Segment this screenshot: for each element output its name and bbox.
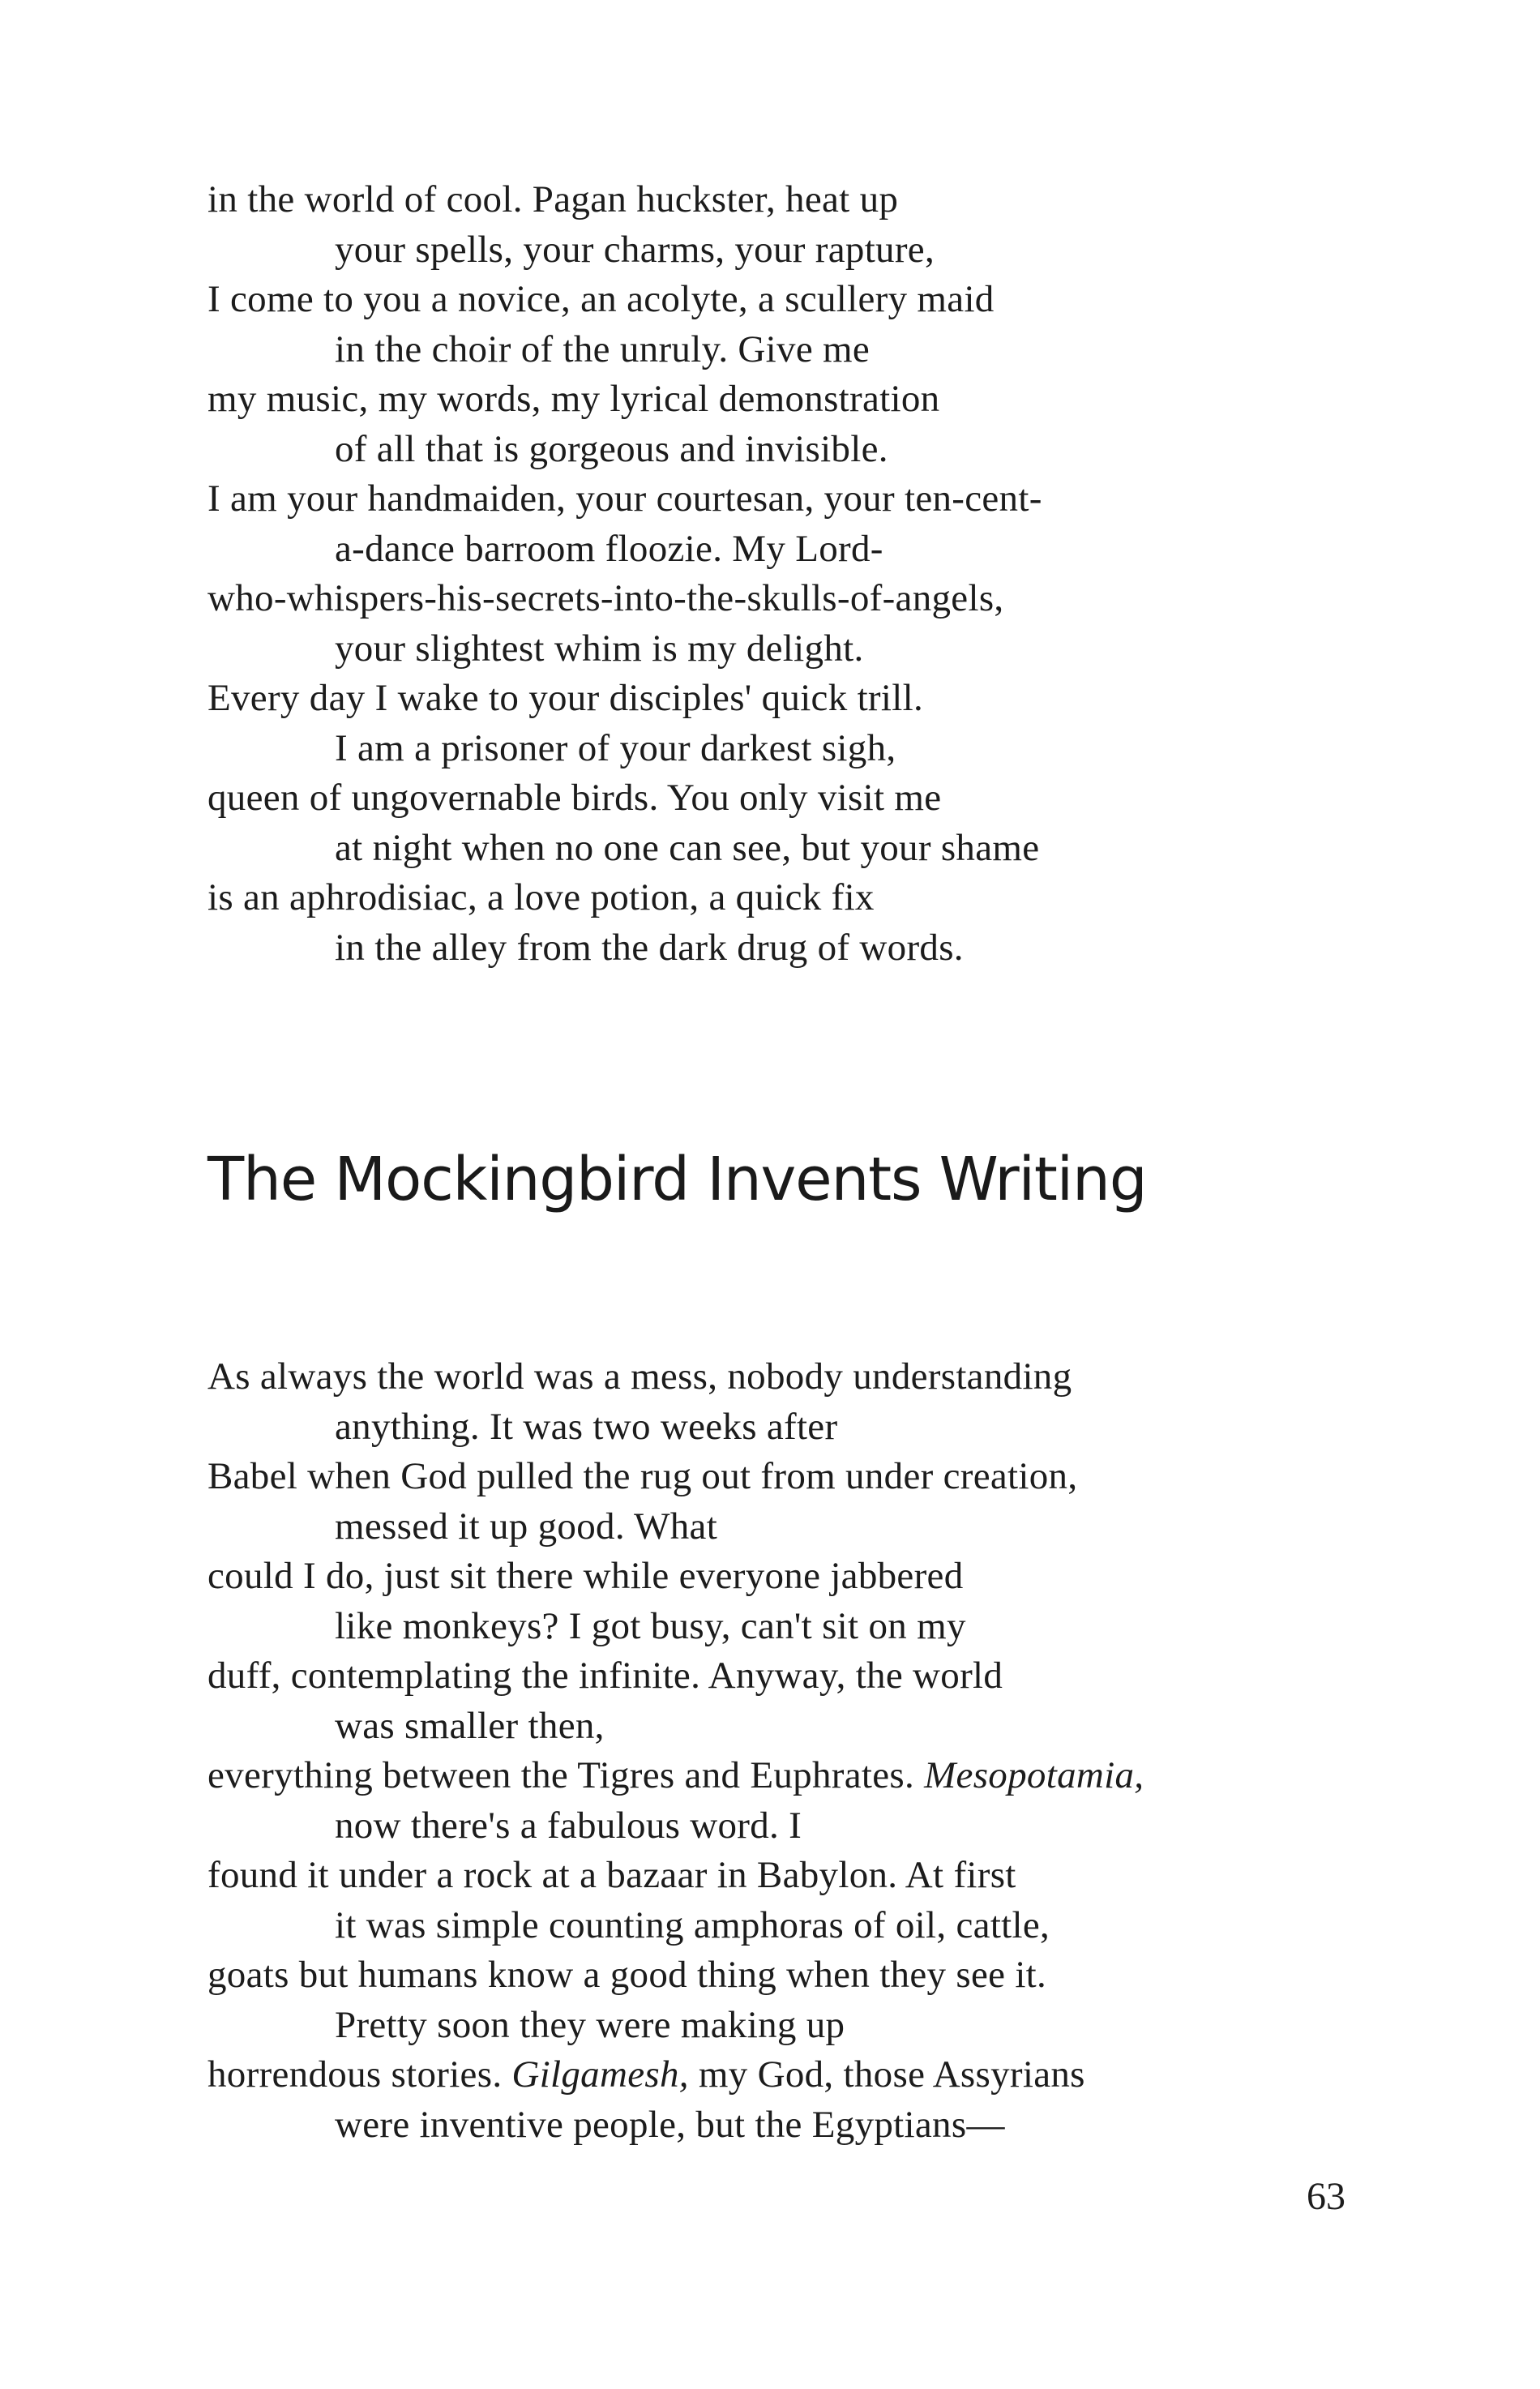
line-segment: horrendous stories. bbox=[207, 2053, 512, 2096]
poem-line: your spells, your charms, your rapture, bbox=[335, 228, 935, 271]
poem-line: queen of ungovernable birds. You only visit me bbox=[207, 777, 942, 819]
poem-line bbox=[207, 1352, 1144, 1402]
poem-line: in the world of cool. Pagan huckster, heat up bbox=[207, 178, 899, 220]
poem-line bbox=[207, 1751, 1144, 1801]
poem-line bbox=[207, 2100, 1144, 2151]
poem-line: is an aphrodisiac, a love potion, a quick fix bbox=[207, 876, 875, 918]
poem-line bbox=[207, 2001, 1144, 2051]
poem-line: I am your handmaiden, your courtesan, your ten-cent- bbox=[207, 477, 1042, 520]
line-segment: could I do, just sit there while everyone jabbered bbox=[207, 1555, 964, 1597]
poem-line bbox=[207, 2050, 1144, 2100]
poem-line: Every day I wake to your disciples' quick trill. bbox=[207, 677, 924, 719]
poem-body bbox=[207, 1352, 1144, 2150]
poem-line: at night when no one can see, but your shame bbox=[335, 826, 1040, 869]
page-number: 63 bbox=[1307, 2175, 1345, 2218]
poem-line bbox=[207, 1950, 1144, 2001]
line-segment: my God, those Assyrians bbox=[688, 2053, 1085, 2096]
poem-line: I come to you a novice, an acolyte, a scullery maid bbox=[207, 278, 995, 320]
line-segment: found it under a rock at a bazaar in Babylon. At first bbox=[207, 1854, 1016, 1896]
line-segment: everything between the Tigres and Euphrates. bbox=[207, 1754, 925, 1796]
poem-line: of all that is gorgeous and invisible. bbox=[335, 427, 888, 470]
line-segment: was smaller then, bbox=[335, 1704, 605, 1747]
poem-line bbox=[207, 1552, 1144, 1602]
line-segment: messed it up good. What bbox=[335, 1505, 718, 1548]
line-segment: anything. It was two weeks after bbox=[335, 1405, 838, 1448]
line-segment: Pretty soon they were making up bbox=[335, 2003, 845, 2046]
poem-line bbox=[207, 1651, 1144, 1702]
poem-line: in the choir of the unruly. Give me bbox=[335, 328, 871, 370]
poem-continuation bbox=[207, 175, 1042, 973]
poem-line bbox=[207, 1851, 1144, 1901]
poem-line: who-whispers-his-secrets-into-the-skulls-of-angels, bbox=[207, 577, 1004, 619]
line-segment: duff, contemplating the infinite. Anyway, the world bbox=[207, 1655, 1003, 1697]
poem-line: in the alley from the dark drug of words. bbox=[335, 926, 964, 969]
line-segment: now there's a fabulous word. I bbox=[335, 1804, 802, 1847]
poem-line bbox=[207, 1901, 1144, 1951]
poem-line bbox=[207, 1502, 1144, 1552]
poem-title: The Mockingbird Invents Writing bbox=[207, 1145, 1147, 1214]
poem-line bbox=[207, 1801, 1144, 1852]
italic-title-word: Gilgamesh, bbox=[511, 2053, 689, 2096]
line-segment: like monkeys? I got busy, can't sit on my bbox=[335, 1604, 966, 1647]
line-segment: it was simple counting amphoras of oil, cattle, bbox=[335, 1903, 1050, 1946]
poem-line bbox=[207, 1702, 1144, 1752]
poem-line bbox=[207, 1402, 1144, 1453]
poem-line: your slightest whim is my delight. bbox=[335, 627, 864, 670]
poem-line: I am a prisoner of your darkest sigh, bbox=[335, 726, 896, 769]
line-segment: As always the world was a mess, nobody understanding bbox=[207, 1355, 1072, 1398]
line-segment: Babel when God pulled the rug out from under creation, bbox=[207, 1455, 1078, 1497]
poem-line bbox=[207, 1452, 1144, 1502]
line-segment: were inventive people, but the Egyptians— bbox=[335, 2103, 1005, 2146]
poem-line bbox=[207, 1602, 1144, 1652]
italic-title-word: Mesopotamia, bbox=[924, 1754, 1144, 1796]
line-segment: goats but humans know a good thing when they see it. bbox=[207, 1954, 1047, 1996]
poem-line: my music, my words, my lyrical demonstration bbox=[207, 378, 940, 420]
poem-line: a-dance barroom floozie. My Lord- bbox=[335, 527, 883, 570]
